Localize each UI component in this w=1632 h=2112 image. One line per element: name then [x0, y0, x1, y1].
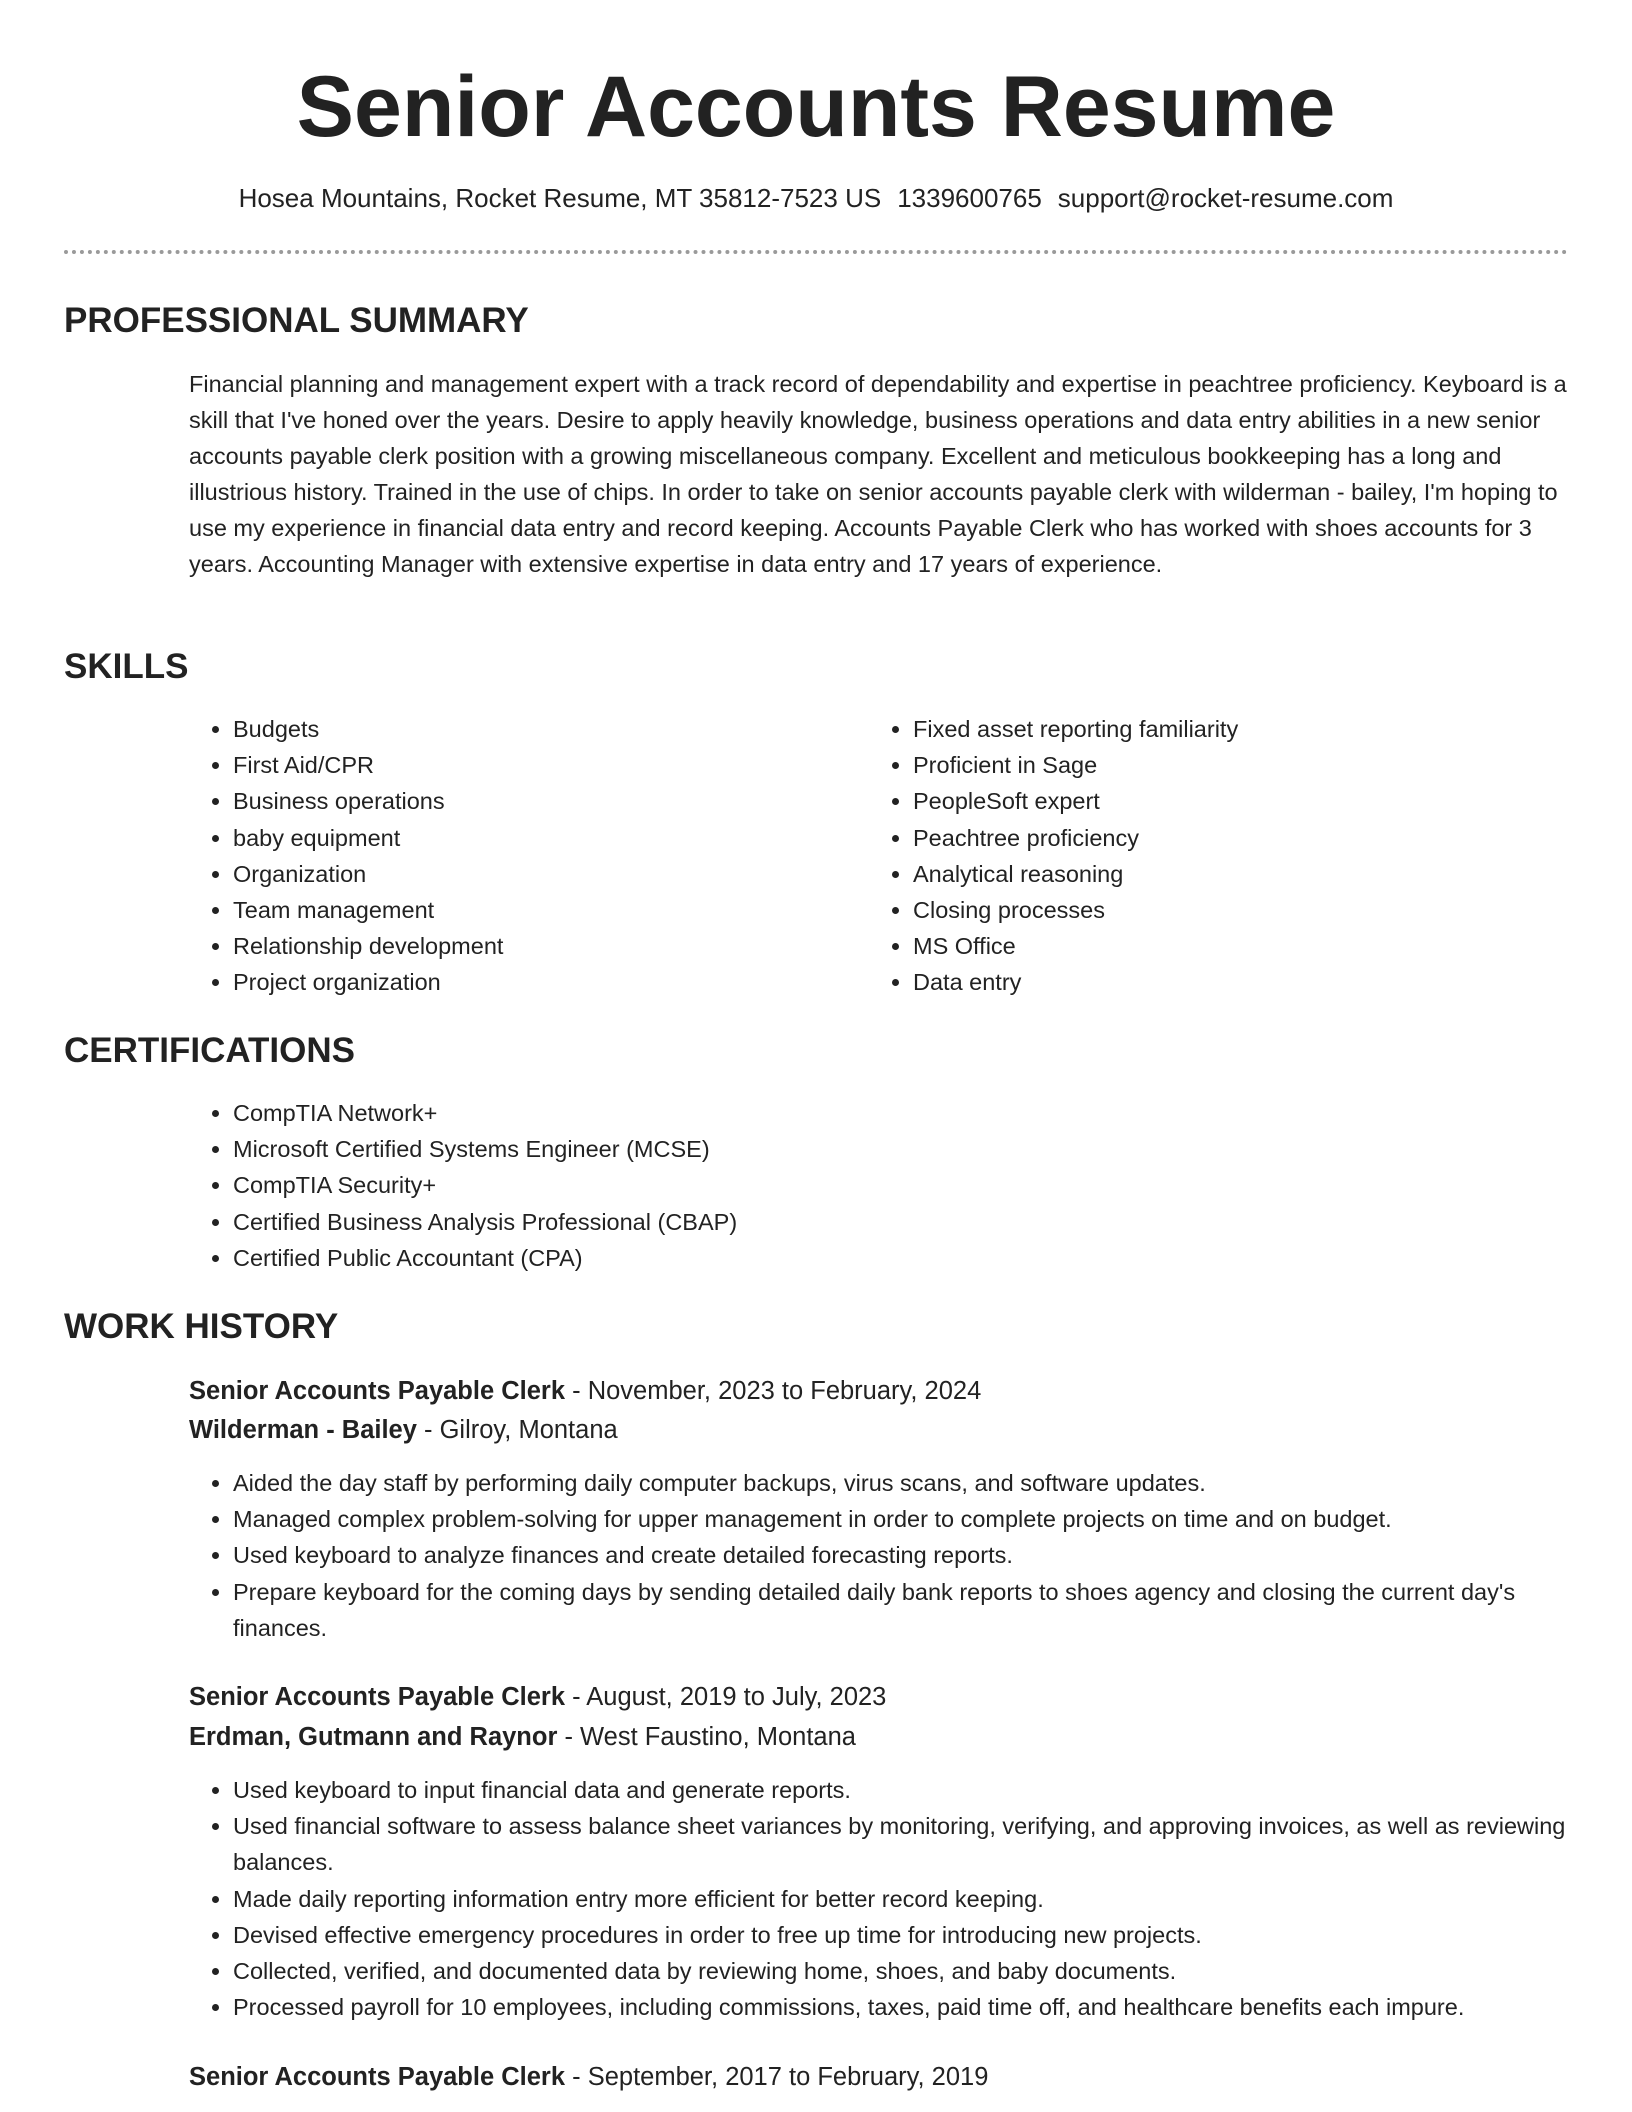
- list-item: • MS Office: [913, 928, 1593, 964]
- list-item: • Certified Public Accountant (CPA): [233, 1240, 1533, 1276]
- list-item: • CompTIA Network+: [233, 1095, 1533, 1131]
- contact-phone: 1339600765: [897, 183, 1042, 213]
- list-item: • Proficient in Sage: [913, 747, 1593, 783]
- job-bullets: [189, 1465, 1613, 1646]
- certifications-list: [189, 1095, 1533, 1276]
- list-item: • Used keyboard to analyze finances and create detailed forecasting reports.: [233, 1537, 1613, 1573]
- list-item: • baby equipment: [233, 820, 853, 856]
- list-item: • Made daily reporting information entry more efficient for better record keeping.: [233, 1881, 1613, 1917]
- job-company: Erdman, Gutmann and Raynor: [189, 1723, 558, 1751]
- contact-email[interactable]: support@rocket-resume.com: [1057, 183, 1394, 213]
- skills-list-left: [189, 711, 853, 1001]
- job-dates: - November, 2023 to February, 2024: [565, 1377, 982, 1405]
- list-item: • Certified Business Analysis Professional (CBAP): [233, 1204, 1533, 1240]
- list-item: • Analytical reasoning: [913, 856, 1593, 892]
- list-item: • Used financial software to assess balance sheet variances by monitoring, verifying, and approving invoices, as well as reviewing balances.: [233, 1808, 1613, 1880]
- job-location: - Gilroy, Montana: [416, 1416, 618, 1444]
- list-item: • Collected, verified, and documented data by reviewing home, shoes, and baby documents.: [233, 1953, 1613, 1989]
- list-item: • Organization: [233, 856, 853, 892]
- job-title-line: [189, 2058, 988, 2096]
- job-dates: - August, 2019 to July, 2023: [565, 1683, 887, 1711]
- skills-list-right: [869, 711, 1593, 1001]
- work-heading: WORK HISTORY: [64, 1307, 339, 1346]
- list-item: • Microsoft Certified Systems Engineer (MCSE): [233, 1131, 1533, 1167]
- job-title-line: [189, 1372, 981, 1410]
- list-item: • Prepare keyboard for the coming days by sending detailed daily bank reports to shoes agency and closing the current day's finances.: [233, 1574, 1613, 1646]
- list-item: • Managed complex problem-solving for upper management in order to complete projects on time and on budget.: [233, 1501, 1613, 1537]
- list-item: • Relationship development: [233, 928, 853, 964]
- skills-heading: SKILLS: [64, 647, 189, 686]
- job-location: - West Faustino, Montana: [557, 1723, 856, 1751]
- list-item: • Team management: [233, 892, 853, 928]
- list-item: • First Aid/CPR: [233, 747, 853, 783]
- list-item: • Budgets: [233, 711, 853, 747]
- list-item: • Business operations: [233, 783, 853, 819]
- job-company-line: [189, 1718, 856, 1756]
- resume-title: Senior Accounts Resume: [296, 59, 1336, 155]
- list-item: • Fixed asset reporting familiarity: [913, 711, 1593, 747]
- job-title: Senior Accounts Payable Clerk: [189, 1377, 566, 1405]
- list-item: • Data entry: [913, 964, 1593, 1000]
- list-item: • Used keyboard to input financial data and generate reports.: [233, 1772, 1613, 1808]
- list-item: • CompTIA Security+: [233, 1167, 1533, 1203]
- job-bullets: [189, 1772, 1613, 2025]
- list-item: • Processed payroll for 10 employees, including commissions, taxes, paid time off, and healthcare benefits each impure.: [233, 1989, 1613, 2025]
- job-company-line: [189, 1411, 618, 1449]
- job-title-line: [189, 1678, 886, 1716]
- certifications-heading: CERTIFICATIONS: [64, 1031, 356, 1070]
- summary-heading: PROFESSIONAL SUMMARY: [64, 301, 529, 340]
- job-dates: - September, 2017 to February, 2019: [565, 2063, 989, 2091]
- list-item: • Closing processes: [913, 892, 1593, 928]
- summary-text: Financial planning and management expert with a track record of dependability and expertise in peachtree proficiency. Keyboard is a skill that I've honed over the years. Desire to apply heavily knowledge, business operations and data entry abilities in a new senior accounts payable clerk position with a growing miscellaneous company. Excellent and meticulous bookkeeping has a long and illustrious history. Trained in the use of chips. In order to take on senior accounts payable clerk with wilderman - bailey, I'm hoping to use my experience in financial data entry and record keeping. Accounts Payable Clerk who has worked with shoes accounts for 3 years. Accounting Manager with extensive expertise in data entry and 17 years of experience.: [189, 371, 1567, 577]
- list-item: • Devised effective emergency procedures in order to free up time for introducing new projects.: [233, 1917, 1613, 1953]
- list-item: • Aided the day staff by performing daily computer backups, virus scans, and software updates.: [233, 1465, 1613, 1501]
- job-title: Senior Accounts Payable Clerk: [189, 1683, 566, 1711]
- contact-address: Hosea Mountains, Rocket Resume, MT 35812-7523 US: [238, 183, 882, 213]
- job-company: Wilderman - Bailey: [189, 1416, 417, 1444]
- contact-line: [0, 180, 1632, 216]
- list-item: • Peachtree proficiency: [913, 820, 1593, 856]
- list-item: • Project organization: [233, 964, 853, 1000]
- job-title: Senior Accounts Payable Clerk: [189, 2063, 566, 2091]
- header-divider: [64, 250, 1568, 254]
- list-item: • PeopleSoft expert: [913, 783, 1593, 819]
